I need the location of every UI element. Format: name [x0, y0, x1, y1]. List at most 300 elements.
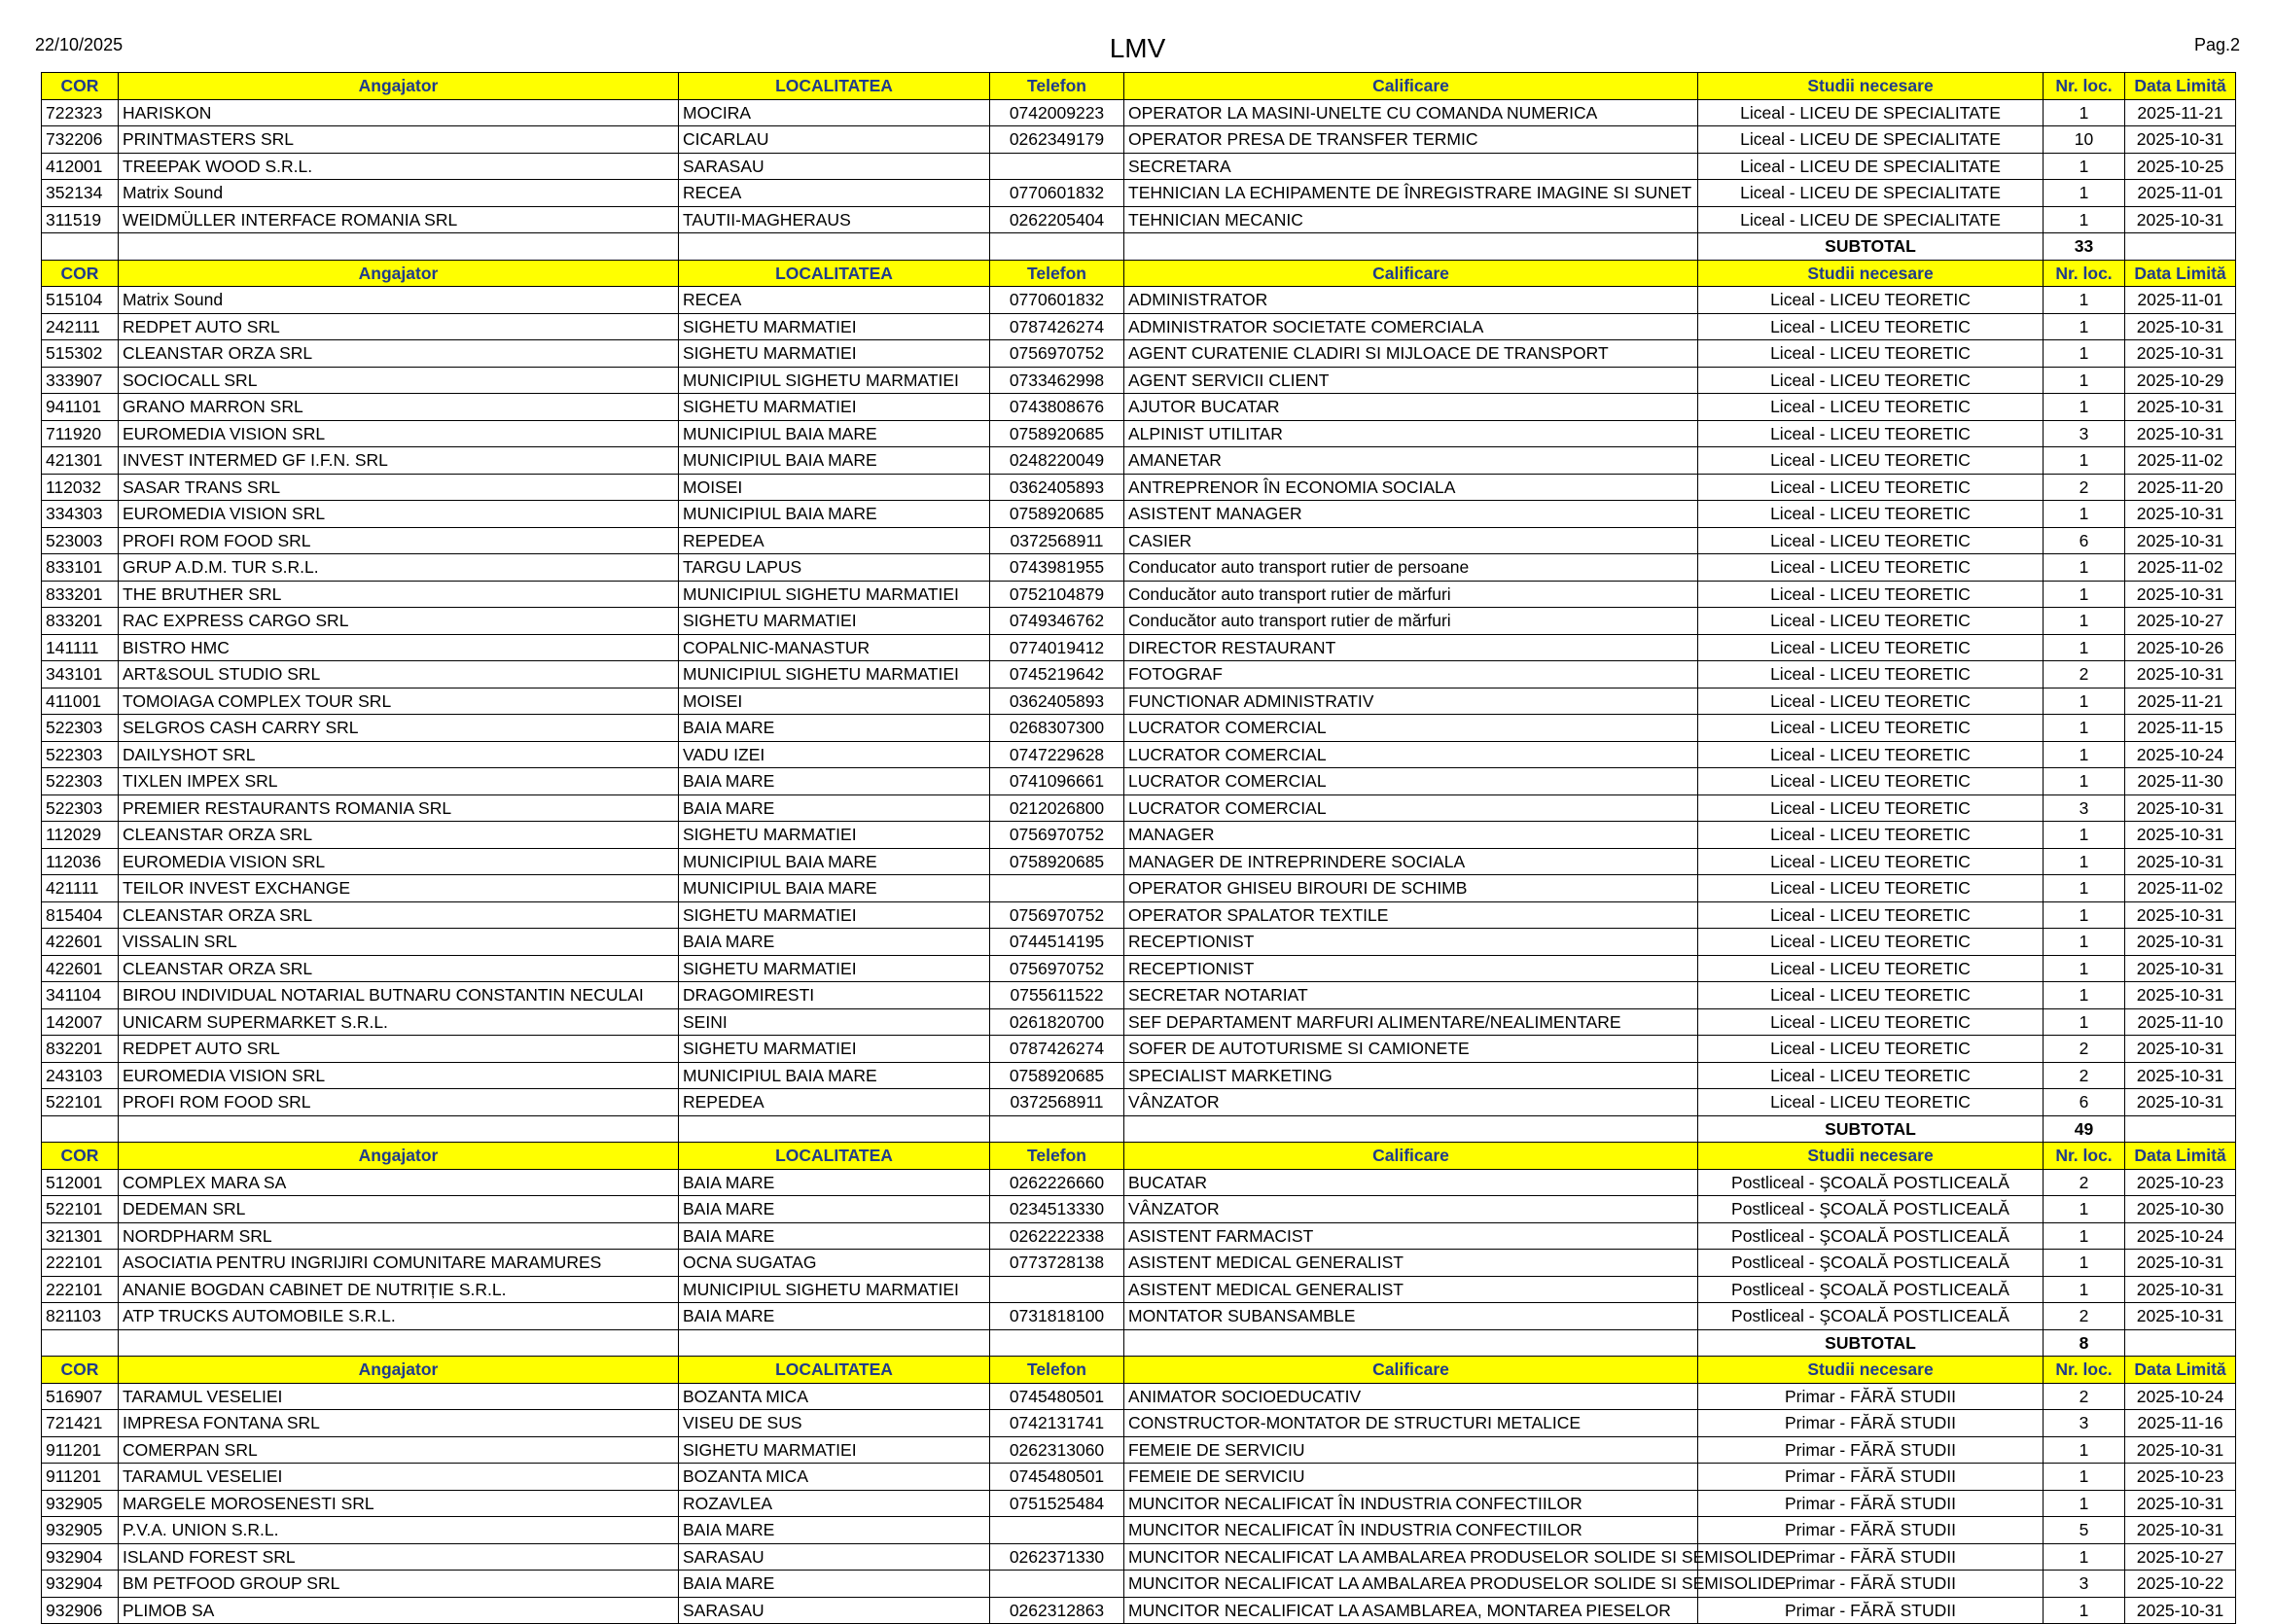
- cell-calificare: FUNCTIONAR ADMINISTRATIV: [1124, 688, 1698, 715]
- cell-localitatea: TARGU LAPUS: [679, 554, 990, 582]
- column-header-telefon: Telefon: [990, 1143, 1124, 1170]
- cell-data-limita: 2025-10-31: [2125, 794, 2236, 822]
- cell-telefon: 0743808676: [990, 394, 1124, 421]
- cell-angajator: BISTRO HMC: [119, 634, 679, 661]
- cell-nr-loc: 1: [2044, 1276, 2125, 1303]
- cell-angajator: TARAMUL VESELIEI: [119, 1383, 679, 1410]
- jobs-table-body: [42, 73, 2236, 1624]
- cell-telefon: [990, 1517, 1124, 1544]
- cell-calificare: RECEPTIONIST: [1124, 955, 1698, 982]
- cell-angajator: NORDPHARM SRL: [119, 1222, 679, 1250]
- column-header-localitatea: LOCALITATEA: [679, 1357, 990, 1384]
- table-row: [42, 1276, 2236, 1303]
- cell-localitatea: VISEU DE SUS: [679, 1410, 990, 1437]
- cell-nr-loc: 1: [2044, 1196, 2125, 1223]
- subtotal-empty-cell: [679, 233, 990, 261]
- cell-telefon: 0745480501: [990, 1464, 1124, 1491]
- column-header-cor: COR: [42, 1357, 119, 1384]
- table-row: [42, 554, 2236, 582]
- cell-angajator: COMPLEX MARA SA: [119, 1169, 679, 1196]
- cell-studii: Primar - FĂRĂ STUDII: [1698, 1517, 2044, 1544]
- cell-telefon: 0758920685: [990, 420, 1124, 447]
- cell-angajator: TEILOR INVEST EXCHANGE: [119, 875, 679, 902]
- cell-telefon: 0262313060: [990, 1436, 1124, 1464]
- cell-cor: 334303: [42, 501, 119, 528]
- cell-telefon: 0755611522: [990, 982, 1124, 1009]
- cell-calificare: ANTREPRENOR ÎN ECONOMIA SOCIALA: [1124, 474, 1698, 501]
- subtotal-empty-cell: [990, 1115, 1124, 1143]
- column-header-nr-loc: Nr. loc.: [2044, 260, 2125, 287]
- cell-cor: 721421: [42, 1410, 119, 1437]
- cell-cor: 422601: [42, 929, 119, 956]
- cell-studii: Liceal - LICEU TEORETIC: [1698, 1008, 2044, 1036]
- cell-calificare: OPERATOR GHISEU BIROURI DE SCHIMB: [1124, 875, 1698, 902]
- cell-cor: 833201: [42, 608, 119, 635]
- cell-localitatea: TAUTII-MAGHERAUS: [679, 206, 990, 233]
- cell-cor: 515104: [42, 287, 119, 314]
- table-row: [42, 1543, 2236, 1571]
- cell-calificare: ANIMATOR SOCIOEDUCATIV: [1124, 1383, 1698, 1410]
- cell-localitatea: SIGHETU MARMATIEI: [679, 901, 990, 929]
- cell-cor: 522101: [42, 1089, 119, 1116]
- table-row: [42, 126, 2236, 154]
- cell-studii: Liceal - LICEU DE SPECIALITATE: [1698, 99, 2044, 126]
- cell-localitatea: SIGHETU MARMATIEI: [679, 313, 990, 340]
- cell-nr-loc: 3: [2044, 794, 2125, 822]
- cell-telefon: 0372568911: [990, 527, 1124, 554]
- cell-angajator: GRANO MARRON SRL: [119, 394, 679, 421]
- cell-telefon: [990, 1571, 1124, 1598]
- cell-calificare: ADMINISTRATOR: [1124, 287, 1698, 314]
- table-row: [42, 447, 2236, 475]
- cell-cor: 932904: [42, 1571, 119, 1598]
- cell-localitatea: MUNICIPIUL SIGHETU MARMATIEI: [679, 581, 990, 608]
- column-header-localitatea: LOCALITATEA: [679, 260, 990, 287]
- cell-data-limita: 2025-10-24: [2125, 1222, 2236, 1250]
- cell-studii: Liceal - LICEU DE SPECIALITATE: [1698, 126, 2044, 154]
- cell-localitatea: VADU IZEI: [679, 741, 990, 768]
- cell-cor: 112029: [42, 822, 119, 849]
- cell-localitatea: SIGHETU MARMATIEI: [679, 1036, 990, 1063]
- cell-studii: Liceal - LICEU DE SPECIALITATE: [1698, 180, 2044, 207]
- cell-data-limita: 2025-10-31: [2125, 313, 2236, 340]
- table-row: [42, 715, 2236, 742]
- column-header-angajator: Angajator: [119, 73, 679, 100]
- table-row: [42, 982, 2236, 1009]
- column-header-telefon: Telefon: [990, 1357, 1124, 1384]
- table-row: [42, 794, 2236, 822]
- cell-calificare: CONSTRUCTOR-MONTATOR DE STRUCTURI METALICE: [1124, 1410, 1698, 1437]
- cell-data-limita: 2025-11-21: [2125, 688, 2236, 715]
- cell-nr-loc: 1: [2044, 1436, 2125, 1464]
- cell-telefon: 0733462998: [990, 367, 1124, 394]
- cell-data-limita: 2025-10-22: [2125, 1571, 2236, 1598]
- cell-telefon: 0773728138: [990, 1250, 1124, 1277]
- cell-data-limita: 2025-10-31: [2125, 901, 2236, 929]
- cell-localitatea: BAIA MARE: [679, 794, 990, 822]
- table-row: [42, 420, 2236, 447]
- cell-data-limita: 2025-10-31: [2125, 527, 2236, 554]
- cell-telefon: 0262312863: [990, 1597, 1124, 1624]
- cell-localitatea: MUNICIPIUL BAIA MARE: [679, 875, 990, 902]
- cell-nr-loc: 1: [2044, 848, 2125, 875]
- table-row: [42, 180, 2236, 207]
- cell-studii: Liceal - LICEU TEORETIC: [1698, 715, 2044, 742]
- cell-cor: 722323: [42, 99, 119, 126]
- cell-studii: Liceal - LICEU TEORETIC: [1698, 929, 2044, 956]
- table-row: [42, 1597, 2236, 1624]
- cell-nr-loc: 1: [2044, 901, 2125, 929]
- cell-nr-loc: 1: [2044, 608, 2125, 635]
- column-header-data-limita: Data Limită: [2125, 1357, 2236, 1384]
- cell-nr-loc: 3: [2044, 1571, 2125, 1598]
- column-header-cor: COR: [42, 1143, 119, 1170]
- cell-localitatea: SARASAU: [679, 1543, 990, 1571]
- cell-data-limita: 2025-10-24: [2125, 1383, 2236, 1410]
- cell-localitatea: MOCIRA: [679, 99, 990, 126]
- cell-studii: Liceal - LICEU TEORETIC: [1698, 822, 2044, 849]
- cell-calificare: SEF DEPARTAMENT MARFURI ALIMENTARE/NEALIMENTARE: [1124, 1008, 1698, 1036]
- table-row: [42, 527, 2236, 554]
- cell-telefon: 0770601832: [990, 180, 1124, 207]
- cell-telefon: 0756970752: [990, 901, 1124, 929]
- cell-telefon: 0262222338: [990, 1222, 1124, 1250]
- table-row: [42, 394, 2236, 421]
- cell-studii: Liceal - LICEU TEORETIC: [1698, 581, 2044, 608]
- cell-calificare: MUNCITOR NECALIFICAT LA AMBALAREA PRODUSELOR SOLIDE SI SEMISOLIDE: [1124, 1571, 1698, 1598]
- subtotal-empty-cell: [119, 1115, 679, 1143]
- cell-nr-loc: 1: [2044, 313, 2125, 340]
- cell-nr-loc: 2: [2044, 661, 2125, 688]
- cell-studii: Postliceal - ŞCOALĂ POSTLICEALĂ: [1698, 1276, 2044, 1303]
- cell-calificare: OPERATOR SPALATOR TEXTILE: [1124, 901, 1698, 929]
- cell-telefon: 0731818100: [990, 1303, 1124, 1330]
- cell-localitatea: ROZAVLEA: [679, 1490, 990, 1517]
- table-row: [42, 1410, 2236, 1437]
- cell-studii: Postliceal - ŞCOALĂ POSTLICEALĂ: [1698, 1303, 2044, 1330]
- cell-nr-loc: 1: [2044, 715, 2125, 742]
- cell-data-limita: 2025-10-31: [2125, 1276, 2236, 1303]
- column-header-calificare: Calificare: [1124, 1143, 1698, 1170]
- cell-localitatea: MOISEI: [679, 688, 990, 715]
- cell-angajator: INVEST INTERMED GF I.F.N. SRL: [119, 447, 679, 475]
- cell-localitatea: RECEA: [679, 287, 990, 314]
- subtotal-value: 8: [2044, 1329, 2125, 1357]
- cell-localitatea: BAIA MARE: [679, 929, 990, 956]
- cell-cor: 421111: [42, 875, 119, 902]
- subtotal-empty-cell: [2125, 233, 2236, 261]
- cell-telefon: [990, 153, 1124, 180]
- cell-localitatea: COPALNIC-MANASTUR: [679, 634, 990, 661]
- cell-data-limita: 2025-10-31: [2125, 1250, 2236, 1277]
- cell-calificare: MUNCITOR NECALIFICAT ÎN INDUSTRIA CONFECTIILOR: [1124, 1490, 1698, 1517]
- cell-localitatea: MUNICIPIUL BAIA MARE: [679, 447, 990, 475]
- subtotal-label: SUBTOTAL: [1698, 1329, 2044, 1357]
- cell-studii: Liceal - LICEU TEORETIC: [1698, 287, 2044, 314]
- cell-angajator: CLEANSTAR ORZA SRL: [119, 340, 679, 368]
- cell-angajator: SASAR TRANS SRL: [119, 474, 679, 501]
- cell-angajator: PREMIER RESTAURANTS ROMANIA SRL: [119, 794, 679, 822]
- cell-cor: 141111: [42, 634, 119, 661]
- cell-studii: Liceal - LICEU TEORETIC: [1698, 1062, 2044, 1089]
- subtotal-row: [42, 233, 2236, 261]
- cell-cor: 311519: [42, 206, 119, 233]
- table-row: [42, 1383, 2236, 1410]
- cell-cor: 222101: [42, 1276, 119, 1303]
- cell-angajator: ASOCIATIA PENTRU INGRIJIRI COMUNITARE MARAMURES: [119, 1250, 679, 1277]
- cell-localitatea: MUNICIPIUL BAIA MARE: [679, 501, 990, 528]
- table-row: [42, 1571, 2236, 1598]
- cell-localitatea: SEINI: [679, 1008, 990, 1036]
- cell-nr-loc: 1: [2044, 634, 2125, 661]
- cell-data-limita: 2025-11-02: [2125, 875, 2236, 902]
- cell-localitatea: SARASAU: [679, 153, 990, 180]
- cell-cor: 732206: [42, 126, 119, 154]
- cell-data-limita: 2025-11-16: [2125, 1410, 2236, 1437]
- table-row: [42, 501, 2236, 528]
- cell-angajator: PLIMOB SA: [119, 1597, 679, 1624]
- cell-calificare: MANAGER DE INTREPRINDERE SOCIALA: [1124, 848, 1698, 875]
- cell-angajator: BIROU INDIVIDUAL NOTARIAL BUTNARU CONSTANTIN NECULAI: [119, 982, 679, 1009]
- cell-data-limita: 2025-10-31: [2125, 955, 2236, 982]
- subtotal-empty-cell: [1124, 1329, 1698, 1357]
- cell-nr-loc: 2: [2044, 474, 2125, 501]
- column-header-localitatea: LOCALITATEA: [679, 1143, 990, 1170]
- cell-data-limita: 2025-10-25: [2125, 153, 2236, 180]
- cell-studii: Liceal - LICEU TEORETIC: [1698, 741, 2044, 768]
- cell-nr-loc: 2: [2044, 1303, 2125, 1330]
- cell-data-limita: 2025-10-31: [2125, 501, 2236, 528]
- cell-data-limita: 2025-10-31: [2125, 581, 2236, 608]
- table-row: [42, 955, 2236, 982]
- cell-studii: Liceal - LICEU TEORETIC: [1698, 901, 2044, 929]
- subtotal-empty-cell: [990, 1329, 1124, 1357]
- cell-studii: Postliceal - ŞCOALĂ POSTLICEALĂ: [1698, 1222, 2044, 1250]
- table-row: [42, 206, 2236, 233]
- cell-nr-loc: 1: [2044, 822, 2125, 849]
- cell-nr-loc: 2: [2044, 1383, 2125, 1410]
- column-header-studii: Studii necesare: [1698, 260, 2044, 287]
- table-row: [42, 768, 2236, 795]
- cell-cor: 352134: [42, 180, 119, 207]
- column-header-studii: Studii necesare: [1698, 1357, 2044, 1384]
- cell-cor: 522303: [42, 741, 119, 768]
- subtotal-value: 33: [2044, 233, 2125, 261]
- cell-telefon: [990, 1276, 1124, 1303]
- cell-angajator: MARGELE MOROSENESTI SRL: [119, 1490, 679, 1517]
- subtotal-empty-cell: [1124, 1115, 1698, 1143]
- cell-localitatea: MUNICIPIUL SIGHETU MARMATIEI: [679, 1276, 990, 1303]
- cell-telefon: 0262371330: [990, 1543, 1124, 1571]
- cell-localitatea: SIGHETU MARMATIEI: [679, 822, 990, 849]
- cell-angajator: ISLAND FOREST SRL: [119, 1543, 679, 1571]
- cell-calificare: AGENT CURATENIE CLADIRI SI MIJLOACE DE TRANSPORT: [1124, 340, 1698, 368]
- cell-localitatea: MUNICIPIUL BAIA MARE: [679, 1062, 990, 1089]
- table-row: [42, 1303, 2236, 1330]
- cell-telefon: [990, 875, 1124, 902]
- cell-localitatea: SIGHETU MARMATIEI: [679, 1436, 990, 1464]
- table-row: [42, 929, 2236, 956]
- cell-angajator: Matrix Sound: [119, 287, 679, 314]
- table-row: [42, 1062, 2236, 1089]
- cell-data-limita: 2025-10-31: [2125, 1062, 2236, 1089]
- cell-angajator: VISSALIN SRL: [119, 929, 679, 956]
- cell-cor: 711920: [42, 420, 119, 447]
- cell-cor: 911201: [42, 1436, 119, 1464]
- cell-cor: 941101: [42, 394, 119, 421]
- table-row: [42, 608, 2236, 635]
- cell-localitatea: SIGHETU MARMATIEI: [679, 340, 990, 368]
- cell-telefon: 0268307300: [990, 715, 1124, 742]
- cell-calificare: Conducator auto transport rutier de persoane: [1124, 554, 1698, 582]
- cell-calificare: DIRECTOR RESTAURANT: [1124, 634, 1698, 661]
- cell-angajator: TREEPAK WOOD S.R.L.: [119, 153, 679, 180]
- cell-localitatea: CICARLAU: [679, 126, 990, 154]
- cell-nr-loc: 1: [2044, 501, 2125, 528]
- cell-nr-loc: 2: [2044, 1062, 2125, 1089]
- cell-cor: 411001: [42, 688, 119, 715]
- cell-localitatea: RECEA: [679, 180, 990, 207]
- cell-angajator: CLEANSTAR ORZA SRL: [119, 901, 679, 929]
- cell-telefon: 0752104879: [990, 581, 1124, 608]
- cell-telefon: 0261820700: [990, 1008, 1124, 1036]
- cell-telefon: 0743981955: [990, 554, 1124, 582]
- column-header-telefon: Telefon: [990, 73, 1124, 100]
- cell-nr-loc: 1: [2044, 688, 2125, 715]
- column-header-cor: COR: [42, 73, 119, 100]
- subtotal-empty-cell: [679, 1329, 990, 1357]
- cell-cor: 242111: [42, 313, 119, 340]
- cell-studii: Liceal - LICEU TEORETIC: [1698, 982, 2044, 1009]
- cell-cor: 516907: [42, 1383, 119, 1410]
- cell-telefon: 0756970752: [990, 340, 1124, 368]
- cell-localitatea: MUNICIPIUL BAIA MARE: [679, 848, 990, 875]
- column-header-studii: Studii necesare: [1698, 1143, 2044, 1170]
- subtotal-empty-cell: [42, 1329, 119, 1357]
- cell-localitatea: SIGHETU MARMATIEI: [679, 608, 990, 635]
- cell-angajator: UNICARM SUPERMARKET S.R.L.: [119, 1008, 679, 1036]
- cell-localitatea: REPEDEA: [679, 527, 990, 554]
- cell-data-limita: 2025-11-02: [2125, 447, 2236, 475]
- cell-studii: Liceal - LICEU TEORETIC: [1698, 875, 2044, 902]
- cell-studii: Primar - FĂRĂ STUDII: [1698, 1436, 2044, 1464]
- cell-nr-loc: 1: [2044, 1008, 2125, 1036]
- cell-data-limita: 2025-10-26: [2125, 634, 2236, 661]
- cell-localitatea: BAIA MARE: [679, 715, 990, 742]
- subtotal-empty-cell: [42, 1115, 119, 1143]
- column-header-row: [42, 1357, 2236, 1384]
- cell-telefon: 0362405893: [990, 474, 1124, 501]
- cell-studii: Primar - FĂRĂ STUDII: [1698, 1597, 2044, 1624]
- cell-nr-loc: 1: [2044, 581, 2125, 608]
- cell-localitatea: SIGHETU MARMATIEI: [679, 394, 990, 421]
- table-row: [42, 1008, 2236, 1036]
- cell-studii: Liceal - LICEU TEORETIC: [1698, 420, 2044, 447]
- cell-cor: 833201: [42, 581, 119, 608]
- cell-cor: 321301: [42, 1222, 119, 1250]
- cell-angajator: TARAMUL VESELIEI: [119, 1464, 679, 1491]
- cell-data-limita: 2025-11-02: [2125, 554, 2236, 582]
- subtotal-empty-cell: [2125, 1329, 2236, 1357]
- cell-cor: 421301: [42, 447, 119, 475]
- cell-data-limita: 2025-10-24: [2125, 741, 2236, 768]
- cell-angajator: REDPET AUTO SRL: [119, 313, 679, 340]
- cell-angajator: REDPET AUTO SRL: [119, 1036, 679, 1063]
- cell-cor: 911201: [42, 1464, 119, 1491]
- cell-studii: Liceal - LICEU TEORETIC: [1698, 1089, 2044, 1116]
- column-header-cor: COR: [42, 260, 119, 287]
- cell-angajator: PROFI ROM FOOD SRL: [119, 527, 679, 554]
- table-row: [42, 1036, 2236, 1063]
- cell-data-limita: 2025-10-31: [2125, 929, 2236, 956]
- cell-nr-loc: 6: [2044, 1089, 2125, 1116]
- report-title: LMV: [1109, 33, 1166, 63]
- table-row: [42, 741, 2236, 768]
- cell-data-limita: 2025-10-27: [2125, 1543, 2236, 1571]
- subtotal-empty-cell: [2125, 1115, 2236, 1143]
- cell-calificare: LUCRATOR COMERCIAL: [1124, 794, 1698, 822]
- cell-calificare: VÂNZATOR: [1124, 1089, 1698, 1116]
- subtotal-label: SUBTOTAL: [1698, 233, 2044, 261]
- cell-data-limita: 2025-10-31: [2125, 1036, 2236, 1063]
- cell-studii: Liceal - LICEU TEORETIC: [1698, 501, 2044, 528]
- cell-cor: 412001: [42, 153, 119, 180]
- cell-nr-loc: 3: [2044, 1410, 2125, 1437]
- cell-calificare: LUCRATOR COMERCIAL: [1124, 741, 1698, 768]
- cell-studii: Primar - FĂRĂ STUDII: [1698, 1543, 2044, 1571]
- cell-studii: Liceal - LICEU TEORETIC: [1698, 634, 2044, 661]
- table-row: [42, 153, 2236, 180]
- cell-calificare: ADMINISTRATOR SOCIETATE COMERCIALA: [1124, 313, 1698, 340]
- cell-studii: Postliceal - ŞCOALĂ POSTLICEALĂ: [1698, 1196, 2044, 1223]
- cell-cor: 932905: [42, 1490, 119, 1517]
- cell-nr-loc: 2: [2044, 1036, 2125, 1063]
- cell-angajator: HARISKON: [119, 99, 679, 126]
- cell-calificare: OPERATOR LA MASINI-UNELTE CU COMANDA NUMERICA: [1124, 99, 1698, 126]
- cell-cor: 522303: [42, 715, 119, 742]
- subtotal-empty-cell: [990, 233, 1124, 261]
- cell-telefon: 0787426274: [990, 313, 1124, 340]
- column-header-data-limita: Data Limită: [2125, 260, 2236, 287]
- column-header-angajator: Angajator: [119, 1357, 679, 1384]
- table-row: [42, 634, 2236, 661]
- column-header-studii: Studii necesare: [1698, 73, 2044, 100]
- cell-cor: 343101: [42, 661, 119, 688]
- cell-telefon: 0262349179: [990, 126, 1124, 154]
- cell-calificare: RECEPTIONIST: [1124, 929, 1698, 956]
- table-row: [42, 848, 2236, 875]
- cell-telefon: 0751525484: [990, 1490, 1124, 1517]
- cell-nr-loc: 2: [2044, 1169, 2125, 1196]
- cell-nr-loc: 1: [2044, 1222, 2125, 1250]
- table-row: [42, 661, 2236, 688]
- table-row: [42, 1222, 2236, 1250]
- column-header-calificare: Calificare: [1124, 260, 1698, 287]
- cell-telefon: 0756970752: [990, 822, 1124, 849]
- cell-nr-loc: 1: [2044, 394, 2125, 421]
- cell-angajator: EUROMEDIA VISION SRL: [119, 1062, 679, 1089]
- column-header-localitatea: LOCALITATEA: [679, 73, 990, 100]
- cell-telefon: 0770601832: [990, 287, 1124, 314]
- cell-studii: Primar - FĂRĂ STUDII: [1698, 1383, 2044, 1410]
- cell-studii: Primar - FĂRĂ STUDII: [1698, 1490, 2044, 1517]
- cell-nr-loc: 6: [2044, 527, 2125, 554]
- cell-calificare: ASISTENT FARMACIST: [1124, 1222, 1698, 1250]
- cell-studii: Liceal - LICEU TEORETIC: [1698, 527, 2044, 554]
- cell-nr-loc: 1: [2044, 955, 2125, 982]
- cell-localitatea: MUNICIPIUL BAIA MARE: [679, 420, 990, 447]
- cell-data-limita: 2025-10-31: [2125, 1436, 2236, 1464]
